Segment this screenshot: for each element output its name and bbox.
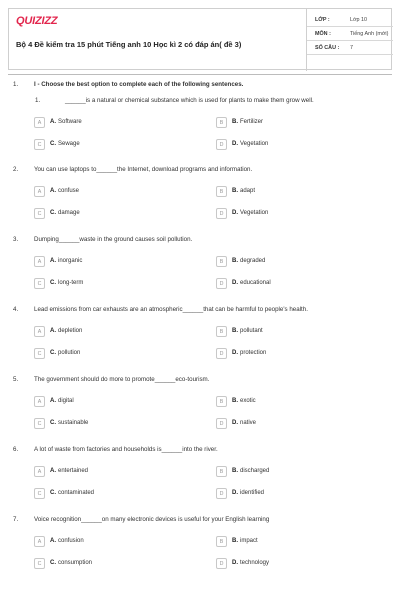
question-1-option-c[interactable]	[34, 139, 184, 151]
option-letter: B.	[232, 328, 238, 334]
option-text: impact	[240, 538, 258, 544]
option-box: B	[216, 117, 227, 128]
question-5-option-a[interactable]	[34, 396, 184, 408]
option-text: Vegetation	[240, 141, 269, 147]
question-2-option-b[interactable]	[216, 186, 366, 198]
question-1-option-b[interactable]	[216, 117, 366, 129]
option-text: long-term	[58, 280, 84, 286]
option-text: exotic	[240, 398, 256, 404]
option-box: D	[216, 208, 227, 219]
question-5-option-d[interactable]	[216, 418, 366, 430]
option-box: B	[216, 466, 227, 477]
option-letter: A.	[50, 188, 56, 194]
question-5-option-b[interactable]	[216, 396, 366, 408]
option-letter: A.	[50, 119, 56, 125]
question-4-option-d[interactable]	[216, 348, 366, 360]
question-4-option-b[interactable]	[216, 326, 366, 338]
question-4-option-a[interactable]	[34, 326, 184, 338]
option-text: pollutant	[240, 328, 263, 334]
option-text: native	[240, 420, 257, 426]
option-box: C	[34, 488, 45, 499]
option-box: D	[216, 488, 227, 499]
option-text: pollution	[58, 350, 81, 356]
option-letter: D.	[232, 210, 238, 216]
question-3-option-d[interactable]	[216, 278, 366, 290]
meta-value: Lớp 10	[350, 17, 368, 23]
meta-row-class	[307, 14, 393, 27]
question-1-option-d[interactable]	[216, 139, 366, 151]
question-2-option-a[interactable]	[34, 186, 184, 198]
meta-label: LỚP :	[315, 17, 330, 23]
question-3-option-c[interactable]	[34, 278, 184, 290]
option-text: damage	[58, 210, 80, 216]
option-letter: A.	[50, 468, 56, 474]
option-letter: A.	[50, 538, 56, 544]
section-number: 1.	[13, 81, 19, 88]
option-letter: D.	[232, 490, 238, 496]
option-text: adapt	[240, 188, 256, 194]
question-6-option-b[interactable]	[216, 466, 366, 478]
document-title: Bộ 4 Đề kiểm tra 15 phút Tiếng anh 10 Học kì 2 có đáp án( đề 3)	[16, 40, 242, 49]
option-box: A	[34, 186, 45, 197]
meta-label: MÔN :	[315, 31, 331, 37]
question-3-text: Dumping______waste in the ground causes soil pollution.	[34, 236, 193, 243]
question-6-option-c[interactable]	[34, 488, 184, 500]
option-box: D	[216, 418, 227, 429]
question-5-option-c[interactable]	[34, 418, 184, 430]
option-box: C	[34, 418, 45, 429]
option-letter: A.	[50, 258, 56, 264]
meta-row-question-count	[307, 42, 393, 55]
option-box: A	[34, 466, 45, 477]
option-letter: D.	[232, 420, 238, 426]
option-letter: B.	[232, 258, 238, 264]
option-box: B	[216, 536, 227, 547]
option-letter: C.	[50, 141, 56, 147]
question-6-text: A lot of waste from factories and households is______into the river.	[34, 446, 218, 453]
meta-divider	[307, 54, 393, 55]
option-letter: B.	[232, 188, 238, 194]
option-letter: D.	[232, 350, 238, 356]
question-6-option-d[interactable]	[216, 488, 366, 500]
question-6-number: 6.	[13, 446, 19, 453]
option-box: A	[34, 117, 45, 128]
option-text: sustainable	[58, 420, 89, 426]
worksheet-header	[8, 8, 392, 70]
option-box: C	[34, 558, 45, 569]
meta-divider	[307, 26, 393, 27]
question-4-text: Lead emissions from car exhausts are an atmospheric______that can be harmful to people's health.	[34, 306, 308, 313]
option-text: contaminated	[58, 490, 95, 496]
option-text: Fertilizer	[240, 119, 264, 125]
option-text: Software	[58, 119, 82, 125]
option-letter: B.	[232, 398, 238, 404]
question-7-option-b[interactable]	[216, 536, 366, 548]
question-7-text: Voice recognition______on many electronic devices is useful for your English learning	[34, 516, 270, 523]
meta-value: Tiếng Anh (mới)	[350, 31, 389, 37]
question-6-option-a[interactable]	[34, 466, 184, 478]
question-4-option-c[interactable]	[34, 348, 184, 360]
option-box: A	[34, 536, 45, 547]
option-letter: C.	[50, 490, 56, 496]
option-text: inorganic	[58, 258, 83, 264]
meta-value: 7	[350, 45, 353, 51]
question-7-option-c[interactable]	[34, 558, 184, 570]
option-letter: A.	[50, 398, 56, 404]
question-2-option-c[interactable]	[34, 208, 184, 220]
option-box: C	[34, 208, 45, 219]
option-box: B	[216, 256, 227, 267]
option-letter: C.	[50, 350, 56, 356]
question-1-text: ______is a natural or chemical substance which is used for plants to make them grow well.	[65, 97, 314, 104]
option-text: Sewage	[58, 141, 80, 147]
question-1-number: 1.	[35, 97, 41, 104]
option-text: confuse	[58, 188, 80, 194]
question-4-number: 4.	[13, 306, 19, 313]
section-instruction: I - Choose the best option to complete each of the following sentences.	[34, 81, 244, 88]
option-letter: A.	[50, 328, 56, 334]
question-3-option-b[interactable]	[216, 256, 366, 268]
option-text: discharged	[240, 468, 270, 474]
option-box: D	[216, 139, 227, 150]
option-text: Vegetation	[240, 210, 269, 216]
option-letter: D.	[232, 141, 238, 147]
option-box: C	[34, 278, 45, 289]
option-box: A	[34, 326, 45, 337]
option-text: degraded	[240, 258, 266, 264]
option-box: B	[216, 396, 227, 407]
question-2-number: 2.	[13, 166, 19, 173]
option-letter: C.	[50, 210, 56, 216]
option-letter: C.	[50, 420, 56, 426]
option-box: A	[34, 256, 45, 267]
option-letter: D.	[232, 280, 238, 286]
option-letter: B.	[232, 119, 238, 125]
option-text: digital	[58, 398, 74, 404]
meta-label: SỐ CÂU :	[315, 45, 340, 51]
option-text: depletion	[58, 328, 83, 334]
question-5-text: The government should do more to promote______eco-tourism.	[34, 376, 210, 383]
question-7-option-d[interactable]	[216, 558, 366, 570]
option-box: B	[216, 186, 227, 197]
option-box: A	[34, 396, 45, 407]
option-box: B	[216, 326, 227, 337]
question-7-option-a[interactable]	[34, 536, 184, 548]
option-letter: C.	[50, 280, 56, 286]
option-box: C	[34, 348, 45, 359]
meta-row-subject	[307, 28, 393, 41]
option-text: consumption	[58, 560, 93, 566]
option-letter: B.	[232, 538, 238, 544]
option-text: entertained	[58, 468, 89, 474]
question-7-number: 7.	[13, 516, 19, 523]
question-3-option-a[interactable]	[34, 256, 184, 268]
option-text: confusion	[58, 538, 84, 544]
question-1-option-a[interactable]	[34, 117, 184, 129]
option-text: identified	[240, 490, 265, 496]
quizizz-logo: QUIZIZZ	[16, 15, 58, 27]
question-2-option-d[interactable]	[216, 208, 366, 220]
option-letter: D.	[232, 560, 238, 566]
option-letter: B.	[232, 468, 238, 474]
option-text: technology	[240, 560, 270, 566]
option-box: D	[216, 278, 227, 289]
option-box: C	[34, 139, 45, 150]
option-text: protection	[240, 350, 267, 356]
question-3-number: 3.	[13, 236, 19, 243]
question-5-number: 5.	[13, 376, 19, 383]
question-2-text: You can use laptops to______the Internet, download programs and information.	[34, 166, 253, 173]
option-text: educational	[240, 280, 271, 286]
option-box: D	[216, 558, 227, 569]
option-box: D	[216, 348, 227, 359]
meta-divider	[307, 40, 393, 41]
header-rule	[8, 74, 392, 75]
option-letter: C.	[50, 560, 56, 566]
